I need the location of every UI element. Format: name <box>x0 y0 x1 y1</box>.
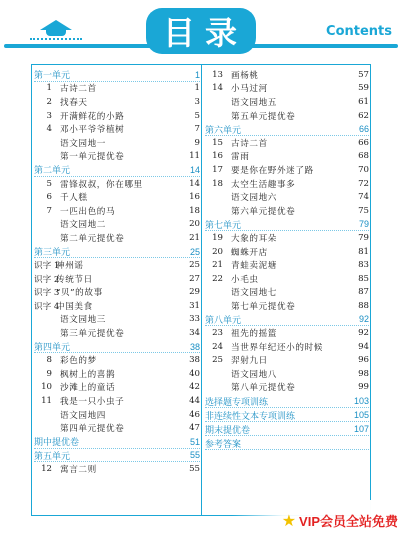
toc-entry-page: 70 <box>358 164 369 175</box>
toc-entry-page: 47 <box>189 423 200 434</box>
toc-entry-page: 27 <box>189 273 200 284</box>
toc-entry-title: 第四单元 <box>34 342 71 353</box>
toc-entry-title: 第八单元 <box>205 314 242 325</box>
contents-label: Contents <box>326 24 392 39</box>
toc-entry[interactable] <box>205 136 369 150</box>
toc-entry-page: 66 <box>358 124 369 135</box>
toc-entry-number: 4 <box>46 124 52 135</box>
toc-unit-heading[interactable] <box>34 245 200 259</box>
toc-entry-title: 第五单元提优卷 <box>231 111 296 122</box>
toc-entry[interactable] <box>205 381 369 395</box>
toc-entry-page: 81 <box>358 246 369 257</box>
toc-extra-entry[interactable] <box>205 408 369 422</box>
watermark-text: VIP会员全站免费 <box>299 513 398 529</box>
toc-entry[interactable] <box>34 231 200 245</box>
toc-unit-heading[interactable] <box>34 340 200 354</box>
toc-entry-number: 9 <box>46 368 52 379</box>
toc-entry-page: 31 <box>189 300 200 311</box>
toc-entry[interactable] <box>205 299 369 313</box>
toc-entry-title: 非连续性文本专项训练 <box>205 410 296 421</box>
toc-entry-number: 17 <box>212 164 223 175</box>
page-title: 目录 <box>146 8 256 54</box>
toc-unit-heading[interactable] <box>34 449 200 463</box>
toc-entry-page: 72 <box>358 178 369 189</box>
toc-extra-entry[interactable] <box>205 394 369 408</box>
toc-entry[interactable] <box>34 313 200 327</box>
toc-entry[interactable] <box>34 177 200 191</box>
toc-entry-title: 语文园地三 <box>60 315 106 326</box>
toc-entry-title: 语文园地八 <box>231 369 277 380</box>
toc-entry-page: 20 <box>189 219 200 230</box>
toc-entry-page: 61 <box>358 96 369 107</box>
toc-entry-page: 107 <box>353 424 369 435</box>
toc-unit-heading[interactable] <box>205 313 369 327</box>
toc-entry-page: 21 <box>189 232 200 243</box>
toc-entry-title: 第六单元提优卷 <box>231 206 296 217</box>
toc-entry-page: 42 <box>189 382 200 393</box>
toc-entry-page: 103 <box>353 396 369 407</box>
toc-entry[interactable] <box>205 286 369 300</box>
toc-entry[interactable] <box>34 286 200 300</box>
toc-entry-title: 第一单元提优卷 <box>60 152 125 163</box>
toc-unit-heading[interactable] <box>205 122 369 136</box>
toc-entry-title: 蜘蛛开店 <box>231 247 268 258</box>
toc-entry-page: 40 <box>189 368 200 379</box>
toc-entry-page: 46 <box>189 409 200 420</box>
toc-entry-page: 51 <box>189 436 200 447</box>
toc-entry-page: 18 <box>189 205 200 216</box>
toc-entry-page: 9 <box>194 137 200 148</box>
vip-watermark <box>232 500 402 540</box>
toc-entry-title: 第四单元提优卷 <box>60 424 125 435</box>
toc-entry-number: 2 <box>46 96 52 107</box>
toc-entry-number: 10 <box>41 382 52 393</box>
toc-entry[interactable] <box>34 136 200 150</box>
toc-extra-entry[interactable] <box>205 422 369 436</box>
toc-entry-page: 62 <box>358 110 369 121</box>
graduation-cap-icon <box>30 18 82 44</box>
toc-entry-title: 语文园地六 <box>231 193 277 204</box>
toc-entry-title: 邓小平爷爷植树 <box>60 125 125 136</box>
toc-unit-heading[interactable] <box>205 218 369 232</box>
toc-entry-title: 期中提优卷 <box>34 437 80 448</box>
toc-entry-title: 选择题专项训练 <box>205 396 269 407</box>
toc-entry-title: 小马过河 <box>231 84 268 95</box>
toc-entry-number: 23 <box>212 328 223 339</box>
toc-entry-page: 59 <box>358 83 369 94</box>
toc-entry[interactable] <box>34 381 200 395</box>
toc-entry[interactable] <box>205 95 369 109</box>
toc-entry-number: 识字 4 <box>34 301 60 312</box>
toc-entry[interactable] <box>34 204 200 218</box>
toc-entry-page: 25 <box>189 260 200 271</box>
toc-entry-page: 25 <box>189 246 200 257</box>
toc-entry-number: 25 <box>212 355 223 366</box>
toc-entry-page: 99 <box>358 382 369 393</box>
toc-entry[interactable] <box>34 353 200 367</box>
toc-entry-number: 14 <box>212 83 223 94</box>
header <box>0 0 402 62</box>
toc-entry[interactable] <box>34 394 200 408</box>
toc-entry[interactable] <box>205 231 369 245</box>
toc-entry-page: 94 <box>358 341 369 352</box>
toc-entry-number: 12 <box>41 464 52 475</box>
toc-entry-number: 识字 3 <box>34 288 60 299</box>
toc-entry-page: 44 <box>189 396 200 407</box>
toc-entry-page: 16 <box>189 192 200 203</box>
toc-entry-number: 8 <box>46 355 52 366</box>
toc-entry-title: 语文园地五 <box>231 97 277 108</box>
toc-entry-title: 第二单元 <box>34 165 71 176</box>
toc-entry[interactable] <box>205 204 369 218</box>
toc-entry[interactable] <box>205 258 369 272</box>
toc-entry-page: 92 <box>358 314 369 325</box>
toc-entry-title: 彩色的梦 <box>60 356 97 367</box>
toc-entry-page: 5 <box>194 110 200 121</box>
toc-entry-title: 开满鲜花的小路 <box>60 111 125 122</box>
toc-entry-page: 14 <box>189 178 200 189</box>
toc-entry[interactable] <box>205 150 369 164</box>
toc-entry[interactable] <box>205 367 369 381</box>
toc-entry-page: 83 <box>358 260 369 271</box>
toc-entry-page: 68 <box>358 151 369 162</box>
toc-entry[interactable] <box>205 245 369 259</box>
toc-entry-title: 雷雨 <box>231 152 250 163</box>
toc-entry-number: 11 <box>41 396 52 407</box>
toc-entry[interactable] <box>205 340 369 354</box>
toc-entry-page: 55 <box>189 464 200 475</box>
toc-entry-page: 55 <box>189 450 200 461</box>
toc-entry-title: 千人糕 <box>60 193 88 204</box>
toc-entry[interactable] <box>205 190 369 204</box>
toc-entry[interactable] <box>34 258 200 272</box>
toc-entry[interactable] <box>34 109 200 123</box>
toc-entry-page: 33 <box>189 314 200 325</box>
toc-entry[interactable] <box>205 177 369 191</box>
toc-entry-page: 38 <box>189 355 200 366</box>
toc-entry-title: 第五单元 <box>34 450 71 461</box>
toc-entry[interactable] <box>34 408 200 422</box>
toc-entry-title: 第三单元 <box>34 247 71 258</box>
toc-extra-entry[interactable] <box>205 436 369 450</box>
toc-entry-title: 期末提优卷 <box>205 424 251 435</box>
toc-entry[interactable] <box>34 421 200 435</box>
toc-entry-page: 79 <box>358 219 369 230</box>
toc-entry-title: 找春天 <box>60 97 88 108</box>
toc-entry-title: 沙滩上的童话 <box>60 383 116 394</box>
toc-entry-page: 34 <box>189 328 200 339</box>
toc-entry-number: 18 <box>212 178 223 189</box>
toc-entry-number: 5 <box>46 178 52 189</box>
toc-entry[interactable] <box>205 163 369 177</box>
toc-entry-page: 3 <box>194 96 200 107</box>
toc-entry[interactable] <box>34 462 200 476</box>
toc-unit-heading[interactable] <box>34 435 200 449</box>
toc-entry-page: 79 <box>358 232 369 243</box>
toc-entry-number: 20 <box>212 246 223 257</box>
toc-entry-title: 画杨桃 <box>231 70 259 81</box>
toc-entry-page: 98 <box>358 368 369 379</box>
toc-entry-page: 7 <box>194 124 200 135</box>
toc-entry-page: 1 <box>194 69 200 80</box>
toc-entry-title: 我是一只小虫子 <box>60 397 125 408</box>
toc-unit-heading[interactable] <box>34 68 200 82</box>
toc-entry-title: 寓言二则 <box>60 465 97 476</box>
toc-entry-title: 古诗二首 <box>231 138 268 149</box>
toc-entry[interactable] <box>34 122 200 136</box>
toc-entry[interactable] <box>34 367 200 381</box>
toc-entry-page: 88 <box>358 300 369 311</box>
toc-entry-title: 神州谣 <box>56 261 84 272</box>
toc-entry[interactable] <box>34 218 200 232</box>
toc-entry-title: 第三单元提优卷 <box>60 329 125 340</box>
toc-entry[interactable] <box>205 326 369 340</box>
toc-entry-title: 青蛙卖泥塘 <box>231 261 277 272</box>
toc-entry[interactable] <box>205 109 369 123</box>
toc-entry[interactable] <box>34 326 200 340</box>
toc-entry-page: 57 <box>358 69 369 80</box>
toc-entry-title: 第二单元提优卷 <box>60 233 125 244</box>
toc-entry[interactable] <box>34 150 200 164</box>
toc-entry-page: 29 <box>189 287 200 298</box>
toc-entry-title: 古诗二首 <box>60 84 97 95</box>
toc-entry-number: 15 <box>212 137 223 148</box>
toc-entry[interactable] <box>34 95 200 109</box>
toc-entry-number: 13 <box>212 69 223 80</box>
toc-entry-title: 第一单元 <box>34 70 71 81</box>
toc-entry-title: 第八单元提优卷 <box>231 383 296 394</box>
toc-entry-title: 语文园地二 <box>60 220 106 231</box>
toc-entry-page: 38 <box>189 341 200 352</box>
toc-entry-page: 74 <box>358 192 369 203</box>
toc-entry-number: 19 <box>212 232 223 243</box>
toc-entry[interactable] <box>34 299 200 313</box>
toc-entry-page: 1 <box>194 83 200 94</box>
toc-entry-title: 羿射九日 <box>231 356 268 367</box>
toc-entry-number: 7 <box>46 205 52 216</box>
toc-entry[interactable] <box>205 68 369 82</box>
toc-entry-page: 14 <box>189 164 200 175</box>
toc-entry-title: 语文园地七 <box>231 288 277 299</box>
toc-left-column <box>34 68 200 476</box>
column-divider <box>201 64 202 516</box>
toc-entry-page: 87 <box>358 287 369 298</box>
toc-entry-page: 66 <box>358 137 369 148</box>
toc-entry-title: 第六单元 <box>205 124 242 135</box>
toc-entry-number: 1 <box>46 83 52 94</box>
toc-entry-number: 6 <box>46 192 52 203</box>
toc-right-column <box>205 68 369 450</box>
toc-entry-page: 105 <box>353 410 369 421</box>
toc-entry-title: 雷锋叔叔，你在哪里 <box>60 179 143 190</box>
toc-entry-title: 中国美食 <box>56 301 93 312</box>
toc-entry-page: 85 <box>358 273 369 284</box>
toc-entry-number: 16 <box>212 151 223 162</box>
toc-entry-page: 96 <box>358 355 369 366</box>
toc-entry-title: 语文园地一 <box>60 138 106 149</box>
toc-entry-title: 祖先的摇篮 <box>231 329 277 340</box>
toc-entry[interactable] <box>205 272 369 286</box>
toc-entry-number: 3 <box>46 110 52 121</box>
toc-entry-number: 21 <box>212 260 223 271</box>
toc-unit-heading[interactable] <box>34 163 200 177</box>
toc-entry-title: 太空生活趣事多 <box>231 179 296 190</box>
toc-entry[interactable] <box>34 190 200 204</box>
toc-entry-page: 92 <box>358 328 369 339</box>
toc-entry-title: 枫树上的喜鹊 <box>60 369 116 380</box>
toc-entry[interactable] <box>34 272 200 286</box>
toc-entry-title: “贝”的故事 <box>56 288 103 299</box>
toc-entry[interactable] <box>205 82 369 96</box>
toc-entry-title: 一匹出色的马 <box>60 206 116 217</box>
toc-entry-title: 参考答案 <box>205 438 242 449</box>
toc-entry-title: 传统节日 <box>56 274 93 285</box>
toc-entry-title: 要是你在野外迷了路 <box>231 165 314 176</box>
toc-entry-page: 75 <box>358 205 369 216</box>
toc-entry-title: 小毛虫 <box>231 274 259 285</box>
toc-entry-page: 11 <box>189 151 200 162</box>
toc-entry-title: 第七单元 <box>205 219 242 230</box>
toc-entry-title: 语文园地四 <box>60 410 106 421</box>
star-icon: ★ <box>281 510 297 530</box>
toc-entry[interactable] <box>205 353 369 367</box>
toc-entry-number: 22 <box>212 273 223 284</box>
toc-entry-title: 当世界年纪还小的时候 <box>231 342 323 353</box>
toc-entry[interactable] <box>34 82 200 96</box>
toc-entry-number: 24 <box>212 341 223 352</box>
toc-entry-number: 识字 1 <box>34 261 60 272</box>
toc-entry-number: 识字 2 <box>34 274 60 285</box>
toc-entry-title: 大象的耳朵 <box>231 233 277 244</box>
toc-entry-title: 第七单元提优卷 <box>231 301 296 312</box>
